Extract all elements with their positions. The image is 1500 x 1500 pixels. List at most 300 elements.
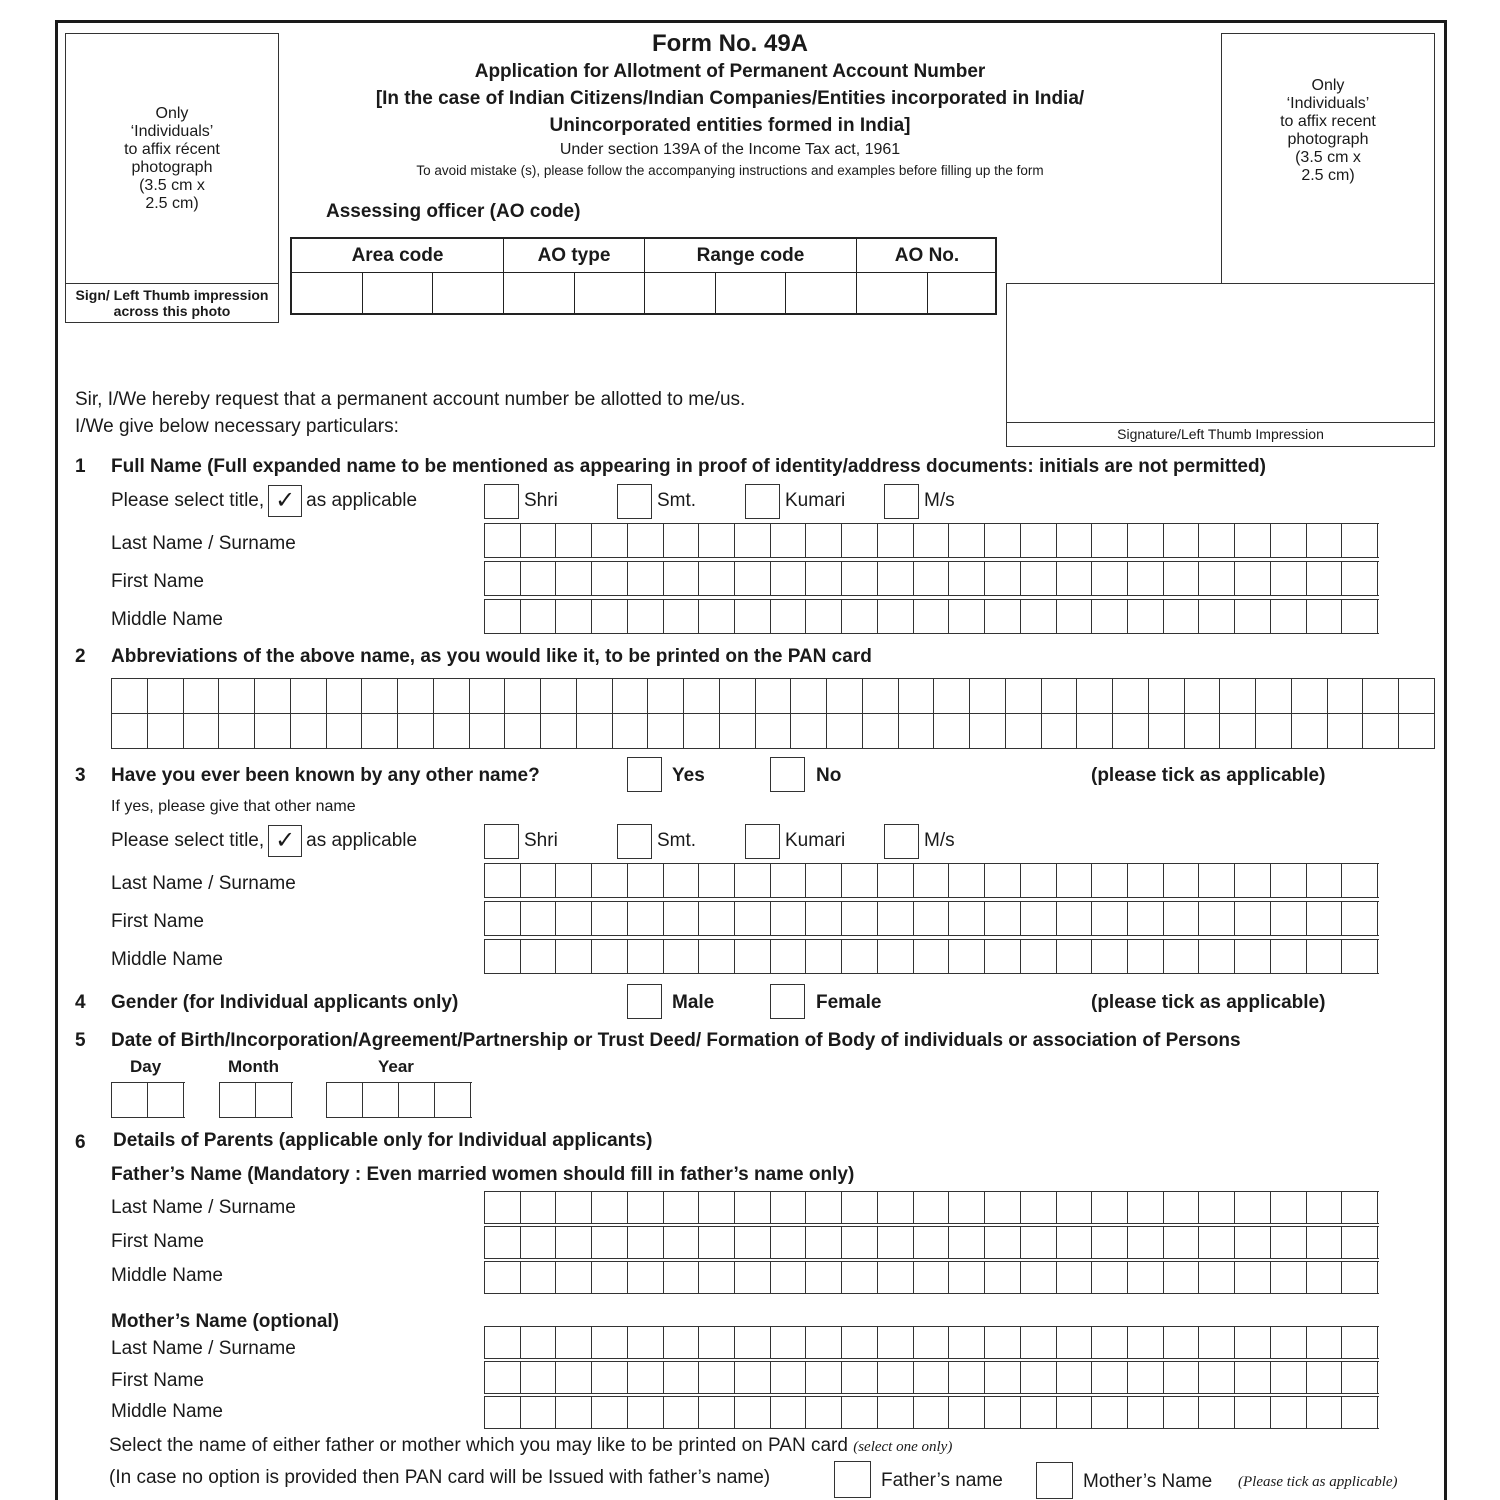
char-box[interactable] (1199, 1397, 1235, 1428)
char-box[interactable] (628, 940, 664, 973)
char-box[interactable] (1220, 679, 1256, 713)
char-box[interactable] (398, 714, 434, 748)
char-box[interactable] (985, 524, 1021, 557)
char-box[interactable] (1342, 1262, 1378, 1293)
char-box[interactable] (1128, 1327, 1164, 1358)
char-box[interactable] (1342, 600, 1378, 633)
char-box[interactable] (1021, 1362, 1057, 1393)
char-box[interactable] (1342, 864, 1378, 897)
char-box[interactable] (1199, 600, 1235, 633)
char-box[interactable] (1006, 679, 1042, 713)
ao-input-cell[interactable] (857, 273, 928, 315)
char-box[interactable] (1271, 524, 1307, 557)
mother-last-name-grid[interactable] (484, 1326, 1379, 1359)
char-box[interactable] (1164, 1227, 1200, 1258)
char-box[interactable] (1271, 1262, 1307, 1293)
char-box[interactable] (1271, 1192, 1307, 1223)
char-box[interactable] (1342, 940, 1378, 973)
char-box[interactable] (1235, 1192, 1271, 1223)
char-box[interactable] (592, 864, 628, 897)
char-box[interactable] (914, 1362, 950, 1393)
char-box[interactable] (1307, 1327, 1343, 1358)
char-box[interactable] (664, 1227, 700, 1258)
char-box[interactable] (878, 524, 914, 557)
char-box[interactable] (1021, 940, 1057, 973)
char-box[interactable] (806, 1397, 842, 1428)
other-name-no-checkbox[interactable] (770, 757, 805, 792)
char-box[interactable] (505, 714, 541, 748)
char-box[interactable] (771, 1362, 807, 1393)
title-shri-checkbox[interactable] (484, 484, 519, 519)
char-box[interactable] (1077, 679, 1113, 713)
photo-box-right[interactable] (1221, 33, 1435, 284)
char-box[interactable] (220, 1083, 256, 1117)
char-box[interactable] (556, 1362, 592, 1393)
char-box[interactable] (664, 1362, 700, 1393)
char-box[interactable] (1092, 864, 1128, 897)
char-box[interactable] (577, 679, 613, 713)
char-box[interactable] (485, 1362, 521, 1393)
other-name-yes-checkbox[interactable] (627, 757, 662, 792)
char-box[interactable] (1128, 940, 1164, 973)
char-box[interactable] (914, 940, 950, 973)
char-box[interactable] (1199, 1362, 1235, 1393)
char-box[interactable] (1307, 940, 1343, 973)
ao-input-cell[interactable] (292, 273, 363, 315)
first-name-grid[interactable] (484, 561, 1379, 596)
title-ms-checkbox[interactable] (884, 484, 919, 519)
char-box[interactable] (521, 902, 557, 935)
char-box[interactable] (720, 679, 756, 713)
char-box[interactable] (1307, 1227, 1343, 1258)
char-box[interactable] (1271, 600, 1307, 633)
char-box[interactable] (628, 864, 664, 897)
char-box[interactable] (934, 679, 970, 713)
char-box[interactable] (771, 1227, 807, 1258)
char-box[interactable] (664, 1192, 700, 1223)
char-box[interactable] (699, 562, 735, 595)
char-box[interactable] (521, 1397, 557, 1428)
char-box[interactable] (985, 1192, 1021, 1223)
ao-input-cell[interactable] (504, 273, 575, 315)
char-box[interactable] (806, 902, 842, 935)
char-box[interactable] (1342, 1192, 1378, 1223)
char-box[interactable] (985, 600, 1021, 633)
char-box[interactable] (1399, 714, 1435, 748)
char-box[interactable] (699, 1227, 735, 1258)
char-box[interactable] (735, 902, 771, 935)
char-box[interactable] (1164, 1262, 1200, 1293)
char-box[interactable] (914, 1397, 950, 1428)
char-box[interactable] (985, 1362, 1021, 1393)
char-box[interactable] (699, 902, 735, 935)
char-box[interactable] (1342, 1227, 1378, 1258)
char-box[interactable] (1164, 1397, 1200, 1428)
char-box[interactable] (914, 524, 950, 557)
dob-day-input[interactable] (111, 1082, 185, 1118)
char-box[interactable] (806, 1262, 842, 1293)
char-box[interactable] (628, 524, 664, 557)
char-box[interactable] (592, 562, 628, 595)
char-box[interactable] (521, 1262, 557, 1293)
char-box[interactable] (771, 902, 807, 935)
char-box[interactable] (1220, 714, 1256, 748)
char-box[interactable] (1077, 714, 1113, 748)
char-box[interactable] (827, 714, 863, 748)
char-box[interactable] (628, 1227, 664, 1258)
char-box[interactable] (1199, 1192, 1235, 1223)
char-box[interactable] (842, 1327, 878, 1358)
char-box[interactable] (1149, 714, 1185, 748)
char-box[interactable] (1042, 714, 1078, 748)
char-box[interactable] (1307, 902, 1343, 935)
char-box[interactable] (291, 679, 327, 713)
char-box[interactable] (842, 1192, 878, 1223)
char-box[interactable] (485, 562, 521, 595)
char-box[interactable] (806, 940, 842, 973)
char-box[interactable] (1292, 679, 1328, 713)
char-box[interactable] (806, 864, 842, 897)
char-box[interactable] (1021, 562, 1057, 595)
char-box[interactable] (914, 864, 950, 897)
char-box[interactable] (735, 524, 771, 557)
char-box[interactable] (985, 1397, 1021, 1428)
char-box[interactable] (1006, 714, 1042, 748)
other-first-name-grid[interactable] (484, 901, 1379, 936)
char-box[interactable] (112, 679, 148, 713)
char-box[interactable] (1057, 562, 1093, 595)
char-box[interactable] (899, 679, 935, 713)
ao-input-cell[interactable] (433, 273, 504, 315)
char-box[interactable] (1271, 902, 1307, 935)
char-box[interactable] (914, 902, 950, 935)
char-box[interactable] (949, 1192, 985, 1223)
char-box[interactable] (878, 1227, 914, 1258)
char-box[interactable] (664, 562, 700, 595)
char-box[interactable] (521, 524, 557, 557)
char-box[interactable] (521, 562, 557, 595)
char-box[interactable] (1164, 1362, 1200, 1393)
char-box[interactable] (1128, 1362, 1164, 1393)
char-box[interactable] (1164, 524, 1200, 557)
char-box[interactable] (1128, 864, 1164, 897)
char-box[interactable] (485, 1397, 521, 1428)
char-box[interactable] (399, 1083, 435, 1117)
char-box[interactable] (699, 1262, 735, 1293)
char-box[interactable] (842, 524, 878, 557)
char-box[interactable] (148, 1083, 184, 1117)
char-box[interactable] (806, 1327, 842, 1358)
char-box[interactable] (949, 1262, 985, 1293)
char-box[interactable] (1307, 1192, 1343, 1223)
char-box[interactable] (435, 1083, 471, 1117)
char-box[interactable] (684, 679, 720, 713)
char-box[interactable] (1113, 679, 1149, 713)
char-box[interactable] (1021, 1397, 1057, 1428)
char-box[interactable] (1307, 864, 1343, 897)
char-box[interactable] (735, 600, 771, 633)
char-box[interactable] (1307, 1362, 1343, 1393)
char-box[interactable] (985, 1262, 1021, 1293)
char-box[interactable] (1092, 1362, 1128, 1393)
char-box[interactable] (699, 1397, 735, 1428)
char-box[interactable] (648, 679, 684, 713)
char-box[interactable] (628, 902, 664, 935)
char-box[interactable] (1256, 679, 1292, 713)
char-box[interactable] (985, 902, 1021, 935)
char-box[interactable] (878, 940, 914, 973)
char-box[interactable] (434, 679, 470, 713)
char-box[interactable] (327, 1083, 363, 1117)
char-box[interactable] (1021, 1227, 1057, 1258)
char-box[interactable] (842, 1362, 878, 1393)
char-box[interactable] (1328, 679, 1364, 713)
char-box[interactable] (541, 679, 577, 713)
char-box[interactable] (1271, 1397, 1307, 1428)
char-box[interactable] (949, 562, 985, 595)
char-box[interactable] (1092, 902, 1128, 935)
ao-input-cell[interactable] (716, 273, 786, 315)
char-box[interactable] (842, 902, 878, 935)
gender-male-checkbox[interactable] (627, 984, 662, 1019)
char-box[interactable] (628, 600, 664, 633)
other-title-smt-checkbox[interactable] (617, 824, 652, 859)
char-box[interactable] (949, 1327, 985, 1358)
char-box[interactable] (485, 1327, 521, 1358)
char-box[interactable] (985, 1327, 1021, 1358)
char-box[interactable] (771, 1192, 807, 1223)
other-title-ms-checkbox[interactable] (884, 824, 919, 859)
char-box[interactable] (556, 1397, 592, 1428)
char-box[interactable] (1342, 524, 1378, 557)
char-box[interactable] (1021, 524, 1057, 557)
char-box[interactable] (485, 940, 521, 973)
char-box[interactable] (1057, 1192, 1093, 1223)
char-box[interactable] (949, 600, 985, 633)
char-box[interactable] (735, 1397, 771, 1428)
ao-input-cell[interactable] (786, 273, 857, 315)
char-box[interactable] (592, 1192, 628, 1223)
char-box[interactable] (1185, 679, 1221, 713)
char-box[interactable] (1235, 1262, 1271, 1293)
char-box[interactable] (1235, 1397, 1271, 1428)
other-title-shri-checkbox[interactable] (484, 824, 519, 859)
char-box[interactable] (613, 679, 649, 713)
char-box[interactable] (434, 714, 470, 748)
char-box[interactable] (771, 562, 807, 595)
char-box[interactable] (255, 679, 291, 713)
char-box[interactable] (842, 940, 878, 973)
char-box[interactable] (1199, 1262, 1235, 1293)
char-box[interactable] (470, 714, 506, 748)
char-box[interactable] (628, 1362, 664, 1393)
char-box[interactable] (699, 1192, 735, 1223)
char-box[interactable] (1342, 902, 1378, 935)
char-box[interactable] (1342, 1397, 1378, 1428)
char-box[interactable] (756, 714, 792, 748)
char-box[interactable] (684, 714, 720, 748)
char-box[interactable] (592, 940, 628, 973)
char-box[interactable] (970, 679, 1006, 713)
char-box[interactable] (628, 1262, 664, 1293)
char-box[interactable] (735, 1362, 771, 1393)
char-box[interactable] (521, 1227, 557, 1258)
char-box[interactable] (1307, 1397, 1343, 1428)
char-box[interactable] (470, 679, 506, 713)
char-box[interactable] (1271, 940, 1307, 973)
char-box[interactable] (878, 1262, 914, 1293)
char-box[interactable] (1092, 1397, 1128, 1428)
char-box[interactable] (878, 1192, 914, 1223)
char-box[interactable] (556, 562, 592, 595)
char-box[interactable] (485, 1227, 521, 1258)
char-box[interactable] (1199, 1227, 1235, 1258)
char-box[interactable] (842, 864, 878, 897)
char-box[interactable] (949, 1362, 985, 1393)
char-box[interactable] (771, 1327, 807, 1358)
char-box[interactable] (1235, 940, 1271, 973)
char-box[interactable] (949, 1227, 985, 1258)
char-box[interactable] (1092, 1327, 1128, 1358)
char-box[interactable] (806, 1362, 842, 1393)
char-box[interactable] (735, 1192, 771, 1223)
char-box[interactable] (1271, 1227, 1307, 1258)
char-box[interactable] (1199, 562, 1235, 595)
char-box[interactable] (899, 714, 935, 748)
char-box[interactable] (1164, 600, 1200, 633)
char-box[interactable] (664, 1397, 700, 1428)
char-box[interactable] (1292, 714, 1328, 748)
char-box[interactable] (184, 679, 220, 713)
char-box[interactable] (1235, 864, 1271, 897)
char-box[interactable] (148, 679, 184, 713)
char-box[interactable] (521, 1192, 557, 1223)
char-box[interactable] (827, 679, 863, 713)
char-box[interactable] (556, 524, 592, 557)
char-box[interactable] (648, 714, 684, 748)
char-box[interactable] (735, 1227, 771, 1258)
char-box[interactable] (1113, 714, 1149, 748)
char-box[interactable] (1092, 940, 1128, 973)
char-box[interactable] (556, 600, 592, 633)
char-box[interactable] (1128, 562, 1164, 595)
char-box[interactable] (1271, 1327, 1307, 1358)
char-box[interactable] (771, 1397, 807, 1428)
abbreviation-grid-row2[interactable] (111, 713, 1435, 749)
title-kumari-checkbox[interactable] (745, 484, 780, 519)
char-box[interactable] (327, 714, 363, 748)
char-box[interactable] (914, 600, 950, 633)
char-box[interactable] (878, 902, 914, 935)
char-box[interactable] (1235, 1227, 1271, 1258)
char-box[interactable] (1164, 1327, 1200, 1358)
char-box[interactable] (1235, 562, 1271, 595)
dob-year-input[interactable] (326, 1082, 472, 1118)
char-box[interactable] (1164, 940, 1200, 973)
char-box[interactable] (1021, 1327, 1057, 1358)
char-box[interactable] (1057, 864, 1093, 897)
char-box[interactable] (363, 1083, 399, 1117)
char-box[interactable] (592, 902, 628, 935)
char-box[interactable] (1199, 524, 1235, 557)
char-box[interactable] (806, 1227, 842, 1258)
char-box[interactable] (1399, 679, 1435, 713)
char-box[interactable] (556, 864, 592, 897)
char-box[interactable] (1235, 600, 1271, 633)
char-box[interactable] (1235, 1327, 1271, 1358)
mother-middle-name-grid[interactable] (484, 1396, 1379, 1429)
char-box[interactable] (806, 524, 842, 557)
char-box[interactable] (842, 1227, 878, 1258)
char-box[interactable] (1342, 1362, 1378, 1393)
char-box[interactable] (485, 600, 521, 633)
char-box[interactable] (556, 1227, 592, 1258)
char-box[interactable] (1328, 714, 1364, 748)
char-box[interactable] (842, 562, 878, 595)
ao-input-cell[interactable] (928, 273, 997, 315)
char-box[interactable] (255, 714, 291, 748)
char-box[interactable] (699, 1327, 735, 1358)
char-box[interactable] (1021, 864, 1057, 897)
gender-female-checkbox[interactable] (770, 984, 805, 1019)
char-box[interactable] (914, 562, 950, 595)
char-box[interactable] (613, 714, 649, 748)
char-box[interactable] (806, 600, 842, 633)
char-box[interactable] (806, 562, 842, 595)
char-box[interactable] (485, 1262, 521, 1293)
ao-input-cell[interactable] (645, 273, 716, 315)
char-box[interactable] (556, 1262, 592, 1293)
char-box[interactable] (735, 1327, 771, 1358)
char-box[interactable] (842, 1397, 878, 1428)
dob-month-input[interactable] (219, 1082, 293, 1118)
char-box[interactable] (878, 1397, 914, 1428)
char-box[interactable] (720, 714, 756, 748)
char-box[interactable] (1057, 1262, 1093, 1293)
char-box[interactable] (485, 864, 521, 897)
other-title-kumari-checkbox[interactable] (745, 824, 780, 859)
char-box[interactable] (699, 1362, 735, 1393)
father-first-name-grid[interactable] (484, 1226, 1379, 1259)
char-box[interactable] (291, 714, 327, 748)
char-box[interactable] (735, 864, 771, 897)
char-box[interactable] (112, 714, 148, 748)
char-box[interactable] (1363, 679, 1399, 713)
char-box[interactable] (1235, 524, 1271, 557)
char-box[interactable] (842, 1262, 878, 1293)
ao-input-cell[interactable] (363, 273, 433, 315)
char-box[interactable] (148, 714, 184, 748)
char-box[interactable] (664, 1327, 700, 1358)
char-box[interactable] (1128, 1262, 1164, 1293)
other-middle-name-grid[interactable] (484, 939, 1379, 974)
char-box[interactable] (628, 1192, 664, 1223)
char-box[interactable] (970, 714, 1006, 748)
char-box[interactable] (934, 714, 970, 748)
char-box[interactable] (985, 562, 1021, 595)
char-box[interactable] (1342, 562, 1378, 595)
char-box[interactable] (1057, 600, 1093, 633)
last-name-grid[interactable] (484, 523, 1379, 558)
char-box[interactable] (1021, 902, 1057, 935)
char-box[interactable] (362, 679, 398, 713)
char-box[interactable] (699, 600, 735, 633)
char-box[interactable] (1021, 1192, 1057, 1223)
char-box[interactable] (1342, 1327, 1378, 1358)
char-box[interactable] (521, 864, 557, 897)
char-box[interactable] (1021, 600, 1057, 633)
char-box[interactable] (1256, 714, 1292, 748)
